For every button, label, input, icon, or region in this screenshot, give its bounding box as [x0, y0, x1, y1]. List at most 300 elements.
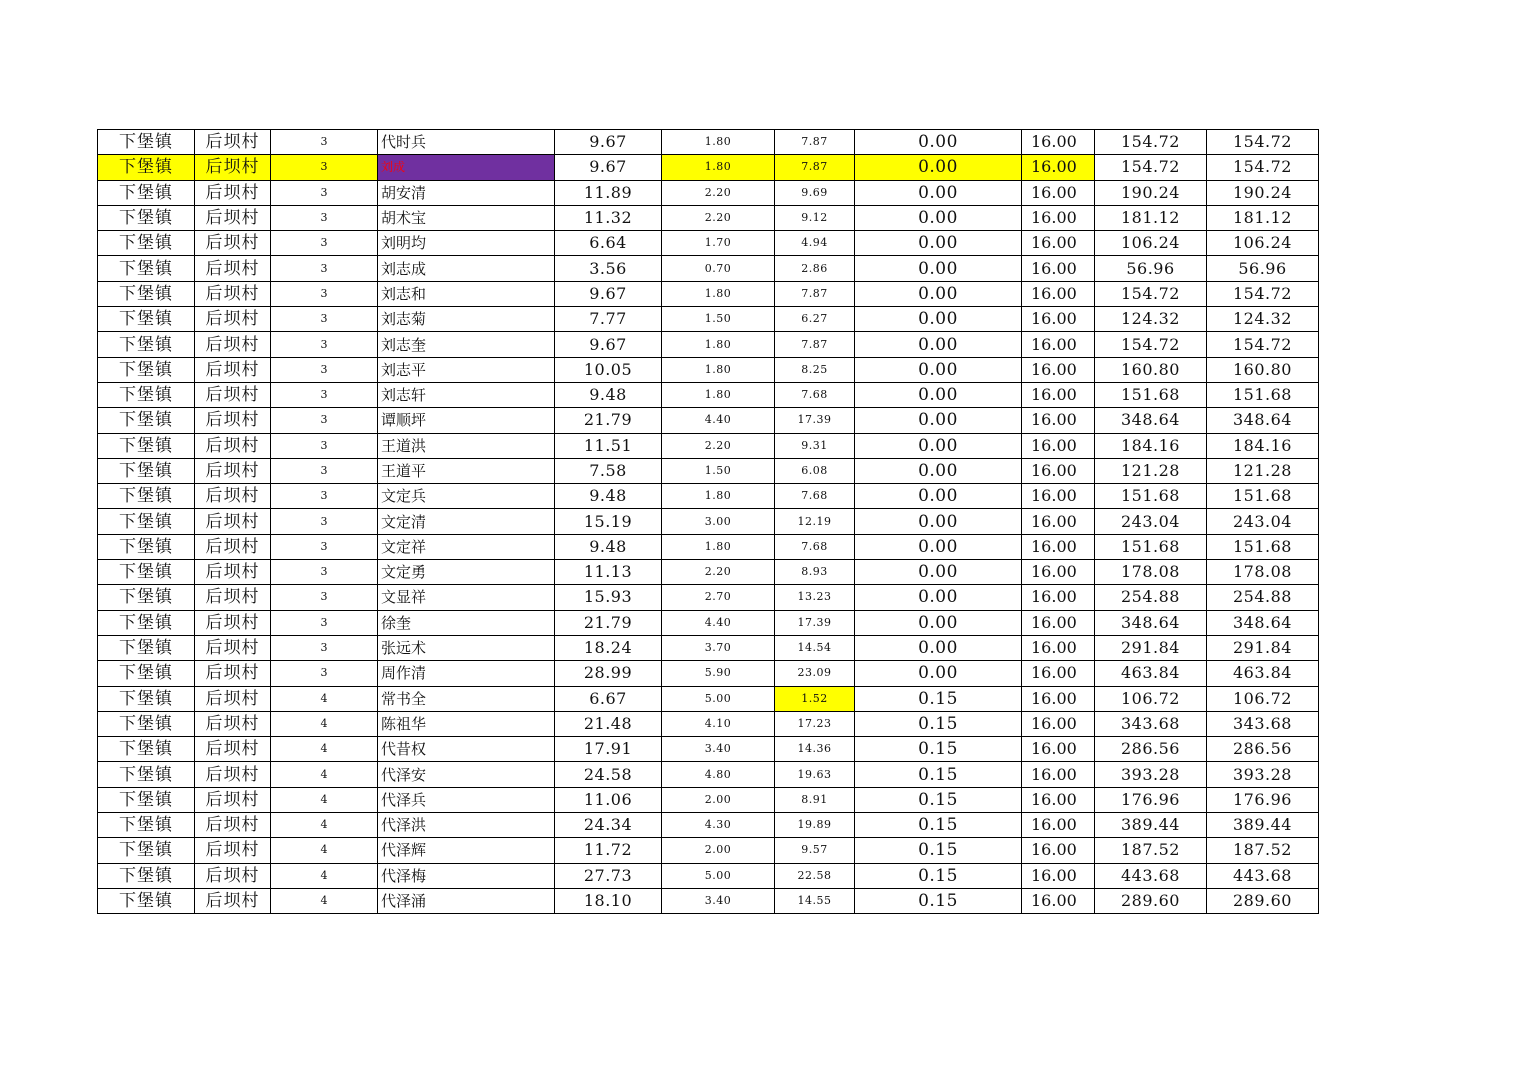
value-b-cell[interactable]: 0.70 — [662, 256, 775, 281]
town-cell[interactable]: 下堡镇 — [98, 180, 195, 205]
value-d-cell[interactable]: 0.00 — [855, 458, 1022, 483]
town-cell[interactable]: 下堡镇 — [98, 560, 195, 585]
value-c-cell[interactable]: 19.63 — [775, 762, 855, 787]
amount-total-cell[interactable]: 348.64 — [1207, 408, 1319, 433]
rate-cell[interactable]: 16.00 — [1022, 357, 1095, 382]
name-cell[interactable]: 刘成 — [378, 155, 555, 180]
name-cell[interactable]: 胡安清 — [378, 180, 555, 205]
village-cell[interactable]: 后坝村 — [195, 635, 271, 660]
rate-cell[interactable]: 16.00 — [1022, 762, 1095, 787]
total-cell[interactable]: 21.48 — [555, 711, 662, 736]
rate-cell[interactable]: 16.00 — [1022, 534, 1095, 559]
group-cell[interactable]: 4 — [271, 762, 378, 787]
group-cell[interactable]: 3 — [271, 635, 378, 660]
village-cell[interactable]: 后坝村 — [195, 787, 271, 812]
value-b-cell[interactable]: 3.00 — [662, 509, 775, 534]
value-c-cell[interactable]: 7.68 — [775, 484, 855, 509]
value-c-cell[interactable]: 17.39 — [775, 610, 855, 635]
village-cell[interactable]: 后坝村 — [195, 610, 271, 635]
value-c-cell[interactable]: 13.23 — [775, 585, 855, 610]
town-cell[interactable]: 下堡镇 — [98, 610, 195, 635]
amount-cell[interactable]: 393.28 — [1095, 762, 1207, 787]
value-c-cell[interactable]: 12.19 — [775, 509, 855, 534]
amount-total-cell[interactable]: 181.12 — [1207, 205, 1319, 230]
rate-cell[interactable]: 16.00 — [1022, 737, 1095, 762]
total-cell[interactable]: 28.99 — [555, 661, 662, 686]
rate-cell[interactable]: 16.00 — [1022, 484, 1095, 509]
town-cell[interactable]: 下堡镇 — [98, 762, 195, 787]
rate-cell[interactable]: 16.00 — [1022, 610, 1095, 635]
total-cell[interactable]: 15.19 — [555, 509, 662, 534]
value-c-cell[interactable]: 14.55 — [775, 888, 855, 913]
value-d-cell[interactable]: 0.00 — [855, 610, 1022, 635]
amount-cell[interactable]: 56.96 — [1095, 256, 1207, 281]
group-cell[interactable]: 4 — [271, 888, 378, 913]
village-cell[interactable]: 后坝村 — [195, 484, 271, 509]
amount-cell[interactable]: 160.80 — [1095, 357, 1207, 382]
amount-total-cell[interactable]: 187.52 — [1207, 838, 1319, 863]
name-cell[interactable]: 刘志奎 — [378, 332, 555, 357]
name-cell[interactable]: 文显祥 — [378, 585, 555, 610]
value-b-cell[interactable]: 3.70 — [662, 635, 775, 660]
total-cell[interactable]: 7.58 — [555, 458, 662, 483]
village-cell[interactable]: 后坝村 — [195, 863, 271, 888]
total-cell[interactable]: 27.73 — [555, 863, 662, 888]
amount-cell[interactable]: 463.84 — [1095, 661, 1207, 686]
town-cell[interactable]: 下堡镇 — [98, 863, 195, 888]
total-cell[interactable]: 11.51 — [555, 433, 662, 458]
total-cell[interactable]: 9.67 — [555, 332, 662, 357]
rate-cell[interactable]: 16.00 — [1022, 180, 1095, 205]
rate-cell[interactable]: 16.00 — [1022, 433, 1095, 458]
group-cell[interactable]: 3 — [271, 130, 378, 155]
name-cell[interactable]: 文定清 — [378, 509, 555, 534]
total-cell[interactable]: 7.77 — [555, 307, 662, 332]
amount-cell[interactable]: 151.68 — [1095, 534, 1207, 559]
group-cell[interactable]: 3 — [271, 484, 378, 509]
value-d-cell[interactable]: 0.15 — [855, 686, 1022, 711]
village-cell[interactable]: 后坝村 — [195, 155, 271, 180]
value-c-cell[interactable]: 7.87 — [775, 332, 855, 357]
group-cell[interactable]: 4 — [271, 787, 378, 812]
village-cell[interactable]: 后坝村 — [195, 256, 271, 281]
amount-total-cell[interactable]: 389.44 — [1207, 813, 1319, 838]
town-cell[interactable]: 下堡镇 — [98, 838, 195, 863]
rate-cell[interactable]: 16.00 — [1022, 787, 1095, 812]
amount-cell[interactable]: 124.32 — [1095, 307, 1207, 332]
value-b-cell[interactable]: 1.50 — [662, 458, 775, 483]
village-cell[interactable]: 后坝村 — [195, 711, 271, 736]
amount-total-cell[interactable]: 154.72 — [1207, 281, 1319, 306]
town-cell[interactable]: 下堡镇 — [98, 205, 195, 230]
village-cell[interactable]: 后坝村 — [195, 332, 271, 357]
value-d-cell[interactable]: 0.00 — [855, 484, 1022, 509]
name-cell[interactable]: 刘志和 — [378, 281, 555, 306]
amount-cell[interactable]: 443.68 — [1095, 863, 1207, 888]
village-cell[interactable]: 后坝村 — [195, 433, 271, 458]
value-b-cell[interactable]: 4.80 — [662, 762, 775, 787]
value-b-cell[interactable]: 2.20 — [662, 433, 775, 458]
amount-cell[interactable]: 389.44 — [1095, 813, 1207, 838]
total-cell[interactable]: 21.79 — [555, 408, 662, 433]
amount-cell[interactable]: 291.84 — [1095, 635, 1207, 660]
value-b-cell[interactable]: 1.70 — [662, 231, 775, 256]
value-d-cell[interactable]: 0.00 — [855, 155, 1022, 180]
value-c-cell[interactable]: 2.86 — [775, 256, 855, 281]
value-c-cell[interactable]: 17.39 — [775, 408, 855, 433]
value-b-cell[interactable]: 2.00 — [662, 787, 775, 812]
name-cell[interactable]: 代昔权 — [378, 737, 555, 762]
total-cell[interactable]: 9.67 — [555, 130, 662, 155]
value-c-cell[interactable]: 7.87 — [775, 281, 855, 306]
rate-cell[interactable]: 16.00 — [1022, 382, 1095, 407]
amount-total-cell[interactable]: 151.68 — [1207, 534, 1319, 559]
amount-cell[interactable]: 106.72 — [1095, 686, 1207, 711]
town-cell[interactable]: 下堡镇 — [98, 281, 195, 306]
total-cell[interactable]: 11.72 — [555, 838, 662, 863]
amount-total-cell[interactable]: 154.72 — [1207, 130, 1319, 155]
amount-total-cell[interactable]: 289.60 — [1207, 888, 1319, 913]
village-cell[interactable]: 后坝村 — [195, 509, 271, 534]
total-cell[interactable]: 17.91 — [555, 737, 662, 762]
amount-cell[interactable]: 254.88 — [1095, 585, 1207, 610]
group-cell[interactable]: 3 — [271, 357, 378, 382]
value-b-cell[interactable]: 5.00 — [662, 863, 775, 888]
rate-cell[interactable]: 16.00 — [1022, 130, 1095, 155]
village-cell[interactable]: 后坝村 — [195, 231, 271, 256]
town-cell[interactable]: 下堡镇 — [98, 130, 195, 155]
group-cell[interactable]: 3 — [271, 307, 378, 332]
value-b-cell[interactable]: 5.90 — [662, 661, 775, 686]
value-d-cell[interactable]: 0.00 — [855, 509, 1022, 534]
village-cell[interactable]: 后坝村 — [195, 585, 271, 610]
value-d-cell[interactable]: 0.00 — [855, 433, 1022, 458]
value-c-cell[interactable]: 17.23 — [775, 711, 855, 736]
amount-total-cell[interactable]: 151.68 — [1207, 382, 1319, 407]
amount-cell[interactable]: 184.16 — [1095, 433, 1207, 458]
rate-cell[interactable]: 16.00 — [1022, 281, 1095, 306]
value-b-cell[interactable]: 3.40 — [662, 737, 775, 762]
town-cell[interactable]: 下堡镇 — [98, 231, 195, 256]
name-cell[interactable]: 文定兵 — [378, 484, 555, 509]
value-d-cell[interactable]: 0.15 — [855, 762, 1022, 787]
village-cell[interactable]: 后坝村 — [195, 737, 271, 762]
rate-cell[interactable]: 16.00 — [1022, 888, 1095, 913]
amount-total-cell[interactable]: 178.08 — [1207, 560, 1319, 585]
value-c-cell[interactable]: 8.91 — [775, 787, 855, 812]
total-cell[interactable]: 9.48 — [555, 382, 662, 407]
group-cell[interactable]: 4 — [271, 838, 378, 863]
town-cell[interactable]: 下堡镇 — [98, 433, 195, 458]
village-cell[interactable]: 后坝村 — [195, 281, 271, 306]
value-b-cell[interactable]: 1.50 — [662, 307, 775, 332]
value-d-cell[interactable]: 0.00 — [855, 307, 1022, 332]
amount-cell[interactable]: 154.72 — [1095, 281, 1207, 306]
name-cell[interactable]: 文定勇 — [378, 560, 555, 585]
value-b-cell[interactable]: 4.40 — [662, 610, 775, 635]
rate-cell[interactable]: 16.00 — [1022, 560, 1095, 585]
value-d-cell[interactable]: 0.00 — [855, 534, 1022, 559]
value-b-cell[interactable]: 2.70 — [662, 585, 775, 610]
amount-total-cell[interactable]: 151.68 — [1207, 484, 1319, 509]
value-b-cell[interactable]: 1.80 — [662, 155, 775, 180]
group-cell[interactable]: 3 — [271, 560, 378, 585]
amount-cell[interactable]: 176.96 — [1095, 787, 1207, 812]
amount-cell[interactable]: 106.24 — [1095, 231, 1207, 256]
name-cell[interactable]: 刘志成 — [378, 256, 555, 281]
rate-cell[interactable]: 16.00 — [1022, 686, 1095, 711]
amount-total-cell[interactable]: 243.04 — [1207, 509, 1319, 534]
village-cell[interactable]: 后坝村 — [195, 180, 271, 205]
amount-cell[interactable]: 154.72 — [1095, 155, 1207, 180]
name-cell[interactable]: 王道洪 — [378, 433, 555, 458]
village-cell[interactable]: 后坝村 — [195, 382, 271, 407]
name-cell[interactable]: 胡术宝 — [378, 205, 555, 230]
town-cell[interactable]: 下堡镇 — [98, 256, 195, 281]
value-b-cell[interactable]: 2.20 — [662, 560, 775, 585]
rate-cell[interactable]: 16.00 — [1022, 863, 1095, 888]
group-cell[interactable]: 3 — [271, 205, 378, 230]
value-c-cell[interactable]: 8.25 — [775, 357, 855, 382]
amount-cell[interactable]: 243.04 — [1095, 509, 1207, 534]
value-b-cell[interactable]: 4.40 — [662, 408, 775, 433]
group-cell[interactable]: 4 — [271, 813, 378, 838]
group-cell[interactable]: 3 — [271, 408, 378, 433]
name-cell[interactable]: 代泽洪 — [378, 813, 555, 838]
value-c-cell[interactable]: 9.57 — [775, 838, 855, 863]
village-cell[interactable]: 后坝村 — [195, 458, 271, 483]
value-d-cell[interactable]: 0.00 — [855, 256, 1022, 281]
value-b-cell[interactable]: 1.80 — [662, 382, 775, 407]
value-c-cell[interactable]: 7.68 — [775, 382, 855, 407]
rate-cell[interactable]: 16.00 — [1022, 231, 1095, 256]
value-c-cell[interactable]: 6.08 — [775, 458, 855, 483]
value-c-cell[interactable]: 4.94 — [775, 231, 855, 256]
rate-cell[interactable]: 16.00 — [1022, 813, 1095, 838]
name-cell[interactable]: 刘志平 — [378, 357, 555, 382]
name-cell[interactable]: 周作清 — [378, 661, 555, 686]
rate-cell[interactable]: 16.00 — [1022, 256, 1095, 281]
group-cell[interactable]: 3 — [271, 231, 378, 256]
value-b-cell[interactable]: 1.80 — [662, 332, 775, 357]
amount-cell[interactable]: 348.64 — [1095, 408, 1207, 433]
total-cell[interactable]: 11.89 — [555, 180, 662, 205]
amount-cell[interactable]: 151.68 — [1095, 484, 1207, 509]
name-cell[interactable]: 常书全 — [378, 686, 555, 711]
amount-total-cell[interactable]: 443.68 — [1207, 863, 1319, 888]
town-cell[interactable]: 下堡镇 — [98, 787, 195, 812]
value-b-cell[interactable]: 3.40 — [662, 888, 775, 913]
amount-cell[interactable]: 348.64 — [1095, 610, 1207, 635]
town-cell[interactable]: 下堡镇 — [98, 509, 195, 534]
amount-total-cell[interactable]: 154.72 — [1207, 155, 1319, 180]
value-d-cell[interactable]: 0.00 — [855, 382, 1022, 407]
group-cell[interactable]: 3 — [271, 458, 378, 483]
village-cell[interactable]: 后坝村 — [195, 534, 271, 559]
group-cell[interactable]: 3 — [271, 155, 378, 180]
amount-total-cell[interactable]: 106.24 — [1207, 231, 1319, 256]
amount-cell[interactable]: 286.56 — [1095, 737, 1207, 762]
amount-total-cell[interactable]: 56.96 — [1207, 256, 1319, 281]
value-d-cell[interactable]: 0.00 — [855, 408, 1022, 433]
group-cell[interactable]: 3 — [271, 509, 378, 534]
value-d-cell[interactable]: 0.00 — [855, 205, 1022, 230]
town-cell[interactable]: 下堡镇 — [98, 332, 195, 357]
amount-cell[interactable]: 289.60 — [1095, 888, 1207, 913]
town-cell[interactable]: 下堡镇 — [98, 711, 195, 736]
group-cell[interactable]: 3 — [271, 585, 378, 610]
amount-total-cell[interactable]: 348.64 — [1207, 610, 1319, 635]
village-cell[interactable]: 后坝村 — [195, 408, 271, 433]
value-c-cell[interactable]: 23.09 — [775, 661, 855, 686]
amount-cell[interactable]: 343.68 — [1095, 711, 1207, 736]
value-c-cell[interactable]: 8.93 — [775, 560, 855, 585]
value-d-cell[interactable]: 0.00 — [855, 231, 1022, 256]
village-cell[interactable]: 后坝村 — [195, 762, 271, 787]
town-cell[interactable]: 下堡镇 — [98, 484, 195, 509]
town-cell[interactable]: 下堡镇 — [98, 585, 195, 610]
town-cell[interactable]: 下堡镇 — [98, 888, 195, 913]
town-cell[interactable]: 下堡镇 — [98, 408, 195, 433]
name-cell[interactable]: 文定祥 — [378, 534, 555, 559]
total-cell[interactable]: 6.67 — [555, 686, 662, 711]
town-cell[interactable]: 下堡镇 — [98, 737, 195, 762]
amount-total-cell[interactable]: 343.68 — [1207, 711, 1319, 736]
amount-total-cell[interactable]: 154.72 — [1207, 332, 1319, 357]
value-c-cell[interactable]: 14.36 — [775, 737, 855, 762]
total-cell[interactable]: 9.48 — [555, 484, 662, 509]
name-cell[interactable]: 徐奎 — [378, 610, 555, 635]
rate-cell[interactable]: 16.00 — [1022, 205, 1095, 230]
total-cell[interactable]: 15.93 — [555, 585, 662, 610]
total-cell[interactable]: 24.58 — [555, 762, 662, 787]
town-cell[interactable]: 下堡镇 — [98, 382, 195, 407]
village-cell[interactable]: 后坝村 — [195, 205, 271, 230]
total-cell[interactable]: 18.24 — [555, 635, 662, 660]
value-d-cell[interactable]: 0.00 — [855, 180, 1022, 205]
amount-cell[interactable]: 178.08 — [1095, 560, 1207, 585]
amount-total-cell[interactable]: 291.84 — [1207, 635, 1319, 660]
amount-total-cell[interactable]: 393.28 — [1207, 762, 1319, 787]
value-b-cell[interactable]: 1.80 — [662, 281, 775, 306]
group-cell[interactable]: 4 — [271, 711, 378, 736]
value-d-cell[interactable]: 0.15 — [855, 813, 1022, 838]
value-c-cell[interactable]: 7.68 — [775, 534, 855, 559]
group-cell[interactable]: 3 — [271, 332, 378, 357]
value-c-cell[interactable]: 9.12 — [775, 205, 855, 230]
value-c-cell[interactable]: 19.89 — [775, 813, 855, 838]
total-cell[interactable]: 11.32 — [555, 205, 662, 230]
amount-cell[interactable]: 154.72 — [1095, 130, 1207, 155]
total-cell[interactable]: 3.56 — [555, 256, 662, 281]
rate-cell[interactable]: 16.00 — [1022, 155, 1095, 180]
village-cell[interactable]: 后坝村 — [195, 560, 271, 585]
group-cell[interactable]: 3 — [271, 256, 378, 281]
group-cell[interactable]: 3 — [271, 610, 378, 635]
rate-cell[interactable]: 16.00 — [1022, 585, 1095, 610]
value-b-cell[interactable]: 1.80 — [662, 130, 775, 155]
name-cell[interactable]: 代泽辉 — [378, 838, 555, 863]
town-cell[interactable]: 下堡镇 — [98, 686, 195, 711]
value-c-cell[interactable]: 9.69 — [775, 180, 855, 205]
rate-cell[interactable]: 16.00 — [1022, 509, 1095, 534]
group-cell[interactable]: 3 — [271, 180, 378, 205]
rate-cell[interactable]: 16.00 — [1022, 838, 1095, 863]
town-cell[interactable]: 下堡镇 — [98, 635, 195, 660]
amount-total-cell[interactable]: 106.72 — [1207, 686, 1319, 711]
amount-total-cell[interactable]: 160.80 — [1207, 357, 1319, 382]
amount-total-cell[interactable]: 463.84 — [1207, 661, 1319, 686]
value-d-cell[interactable]: 0.00 — [855, 635, 1022, 660]
total-cell[interactable]: 9.48 — [555, 534, 662, 559]
amount-total-cell[interactable]: 176.96 — [1207, 787, 1319, 812]
amount-cell[interactable]: 121.28 — [1095, 458, 1207, 483]
amount-total-cell[interactable]: 190.24 — [1207, 180, 1319, 205]
town-cell[interactable]: 下堡镇 — [98, 661, 195, 686]
value-d-cell[interactable]: 0.15 — [855, 787, 1022, 812]
group-cell[interactable]: 3 — [271, 534, 378, 559]
value-b-cell[interactable]: 4.10 — [662, 711, 775, 736]
amount-total-cell[interactable]: 121.28 — [1207, 458, 1319, 483]
name-cell[interactable]: 王道平 — [378, 458, 555, 483]
group-cell[interactable]: 4 — [271, 863, 378, 888]
town-cell[interactable]: 下堡镇 — [98, 458, 195, 483]
town-cell[interactable]: 下堡镇 — [98, 534, 195, 559]
group-cell[interactable]: 3 — [271, 281, 378, 306]
amount-cell[interactable]: 151.68 — [1095, 382, 1207, 407]
value-b-cell[interactable]: 5.00 — [662, 686, 775, 711]
rate-cell[interactable]: 16.00 — [1022, 332, 1095, 357]
village-cell[interactable]: 后坝村 — [195, 307, 271, 332]
value-b-cell[interactable]: 2.20 — [662, 180, 775, 205]
value-d-cell[interactable]: 0.00 — [855, 357, 1022, 382]
name-cell[interactable]: 刘明均 — [378, 231, 555, 256]
value-b-cell[interactable]: 1.80 — [662, 357, 775, 382]
value-d-cell[interactable]: 0.00 — [855, 281, 1022, 306]
name-cell[interactable]: 代泽兵 — [378, 787, 555, 812]
name-cell[interactable]: 陈祖华 — [378, 711, 555, 736]
value-b-cell[interactable]: 2.00 — [662, 838, 775, 863]
value-b-cell[interactable]: 1.80 — [662, 534, 775, 559]
total-cell[interactable]: 11.06 — [555, 787, 662, 812]
value-c-cell[interactable]: 7.87 — [775, 155, 855, 180]
value-d-cell[interactable]: 0.15 — [855, 888, 1022, 913]
group-cell[interactable]: 3 — [271, 382, 378, 407]
total-cell[interactable]: 9.67 — [555, 155, 662, 180]
name-cell[interactable]: 代泽涌 — [378, 888, 555, 913]
amount-cell[interactable]: 154.72 — [1095, 332, 1207, 357]
rate-cell[interactable]: 16.00 — [1022, 408, 1095, 433]
total-cell[interactable]: 9.67 — [555, 281, 662, 306]
value-d-cell[interactable]: 0.15 — [855, 711, 1022, 736]
total-cell[interactable]: 18.10 — [555, 888, 662, 913]
value-d-cell[interactable]: 0.15 — [855, 863, 1022, 888]
village-cell[interactable]: 后坝村 — [195, 838, 271, 863]
village-cell[interactable]: 后坝村 — [195, 686, 271, 711]
town-cell[interactable]: 下堡镇 — [98, 813, 195, 838]
town-cell[interactable]: 下堡镇 — [98, 155, 195, 180]
rate-cell[interactable]: 16.00 — [1022, 458, 1095, 483]
total-cell[interactable]: 24.34 — [555, 813, 662, 838]
village-cell[interactable]: 后坝村 — [195, 661, 271, 686]
amount-total-cell[interactable]: 254.88 — [1207, 585, 1319, 610]
value-d-cell[interactable]: 0.15 — [855, 737, 1022, 762]
amount-cell[interactable]: 187.52 — [1095, 838, 1207, 863]
total-cell[interactable]: 10.05 — [555, 357, 662, 382]
value-c-cell[interactable]: 1.52 — [775, 686, 855, 711]
amount-cell[interactable]: 181.12 — [1095, 205, 1207, 230]
value-c-cell[interactable]: 7.87 — [775, 130, 855, 155]
